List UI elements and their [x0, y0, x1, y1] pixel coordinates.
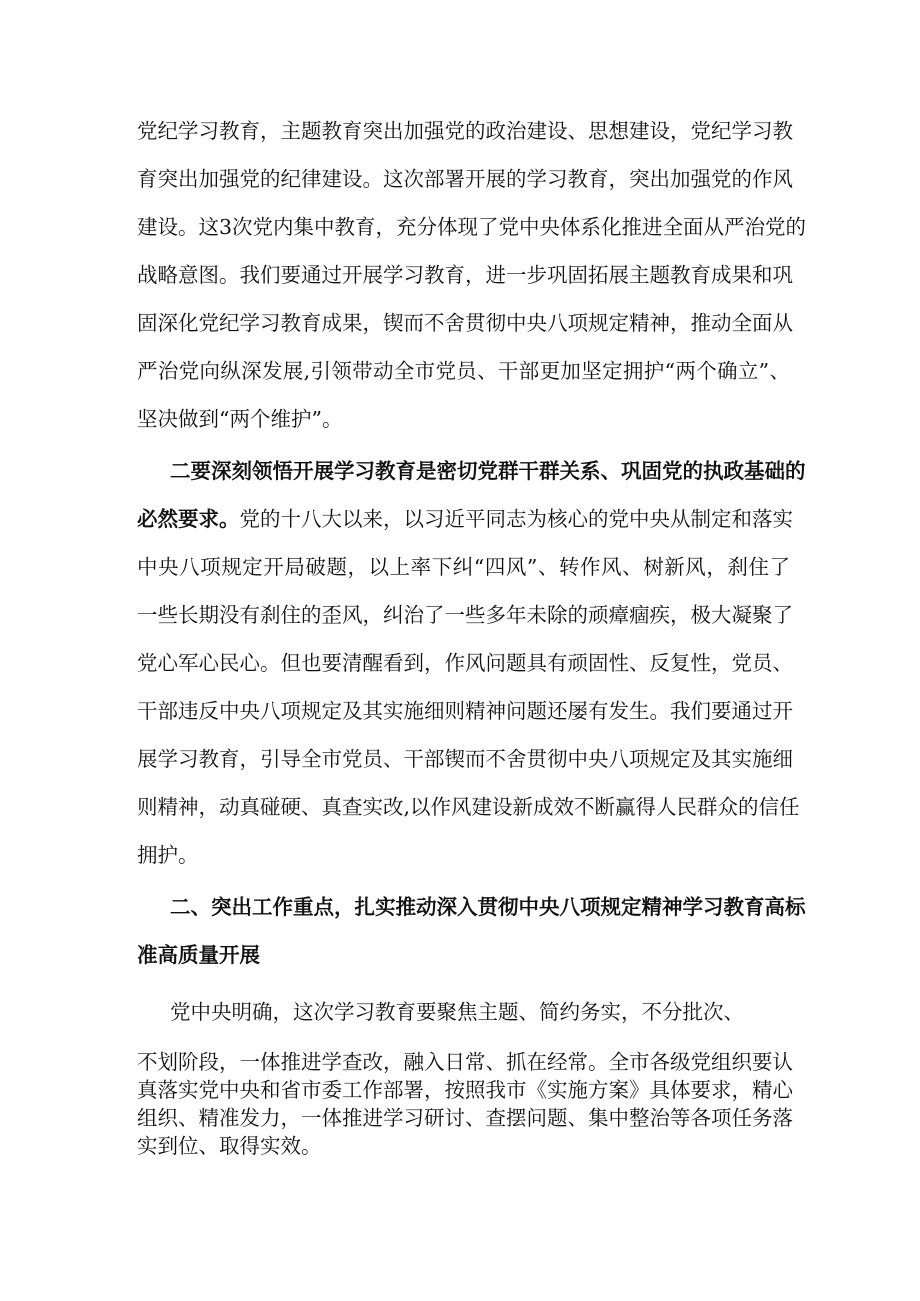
- paragraph2-line-4: 党心军心民心。但也要清醒看到，作风问题具有顽固性、反复性，党员、: [137, 651, 793, 675]
- paragraph2-heading-line-2: 必然要求。: [137, 507, 240, 531]
- paragraph3-line-1: 党中央明确，这次学习教育要聚焦主题、简约务实，不分批次、: [170, 1000, 744, 1024]
- section-heading-line-2: 准高质量开展: [137, 943, 260, 967]
- paragraph1-line-7: 坚决做到“两个维护”。: [137, 407, 343, 431]
- paragraph1-line-3: 建设。这3次党内集中教育，充分体现了党中央体系化推进全面从严治党的: [137, 215, 807, 239]
- paragraph1-line-5: 固深化党纪学习教育成果，锲而不舍贯彻中央八项规定精神，推动全面从: [137, 311, 793, 335]
- paragraph2-heading-line-1: 二要深刻领悟开展学习教育是密切党群干群关系、巩固党的执政基础的: [170, 459, 806, 483]
- paragraph1-line-4: 战略意图。我们要通过开展学习教育，进一步巩固拓展主题教育成果和巩: [137, 263, 793, 287]
- paragraph2-line-2: 中央八项规定开局破题，以上率下纠“四风”、转作风、树新风，刹住了: [137, 555, 790, 579]
- paragraph1-line-2: 育突出加强党的纪律建设。这次部署开展的学习教育，突出加强党的作风: [137, 167, 793, 191]
- paragraph2-line-5: 干部违反中央八项规定及其实施细则精神问题还屡有发生。我们要通过开: [137, 699, 793, 723]
- paragraph1-line-6: 严治党向纵深发展,引领带动全市党员、干部更加坚定拥护“两个确立”、: [137, 359, 790, 383]
- paragraph2-line-7: 则精神，动真碰硬、真查实改,以作风建设新成效不断赢得人民群众的信任: [137, 795, 800, 819]
- paragraph2-line-8: 拥护。: [137, 843, 199, 867]
- paragraph1-line-1: 党纪学习教育，主题教育突出加强党的政治建设、思想建设，党纪学习教: [137, 119, 793, 143]
- paragraph3-line-3: 真落实党中央和省市委工作部署，按照我市《实施方案》具体要求，精心: [137, 1078, 793, 1102]
- paragraph2-line-1-text: 党的十八大以来，以习近平同志为核心的党中央从制定和落实: [239, 507, 793, 531]
- paragraph2-line-6: 展学习教育，引导全市党员、干部锲而不舍贯彻中央八项规定及其实施细: [137, 747, 793, 771]
- paragraph2-line-3: 一些长期没有刹住的歪风，纠治了一些多年未除的顽瘴痼疾，极大凝聚了: [137, 603, 793, 627]
- paragraph3-line-2: 不划阶段，一体推进学查改，融入日常、抓在经常。全市各级党组织要认: [137, 1050, 793, 1074]
- paragraph3-line-4: 组织、精准发力，一体推进学习研讨、查摆问题、集中整治等各项任务落: [137, 1106, 793, 1130]
- paragraph2-line-1: [137, 505, 793, 533]
- paragraph3-line-5: 实到位、取得实效。: [137, 1134, 322, 1158]
- section-heading-line-1: 二、突出工作重点，扎实推动深入贯彻中央八项规定精神学习教育高标: [170, 895, 806, 919]
